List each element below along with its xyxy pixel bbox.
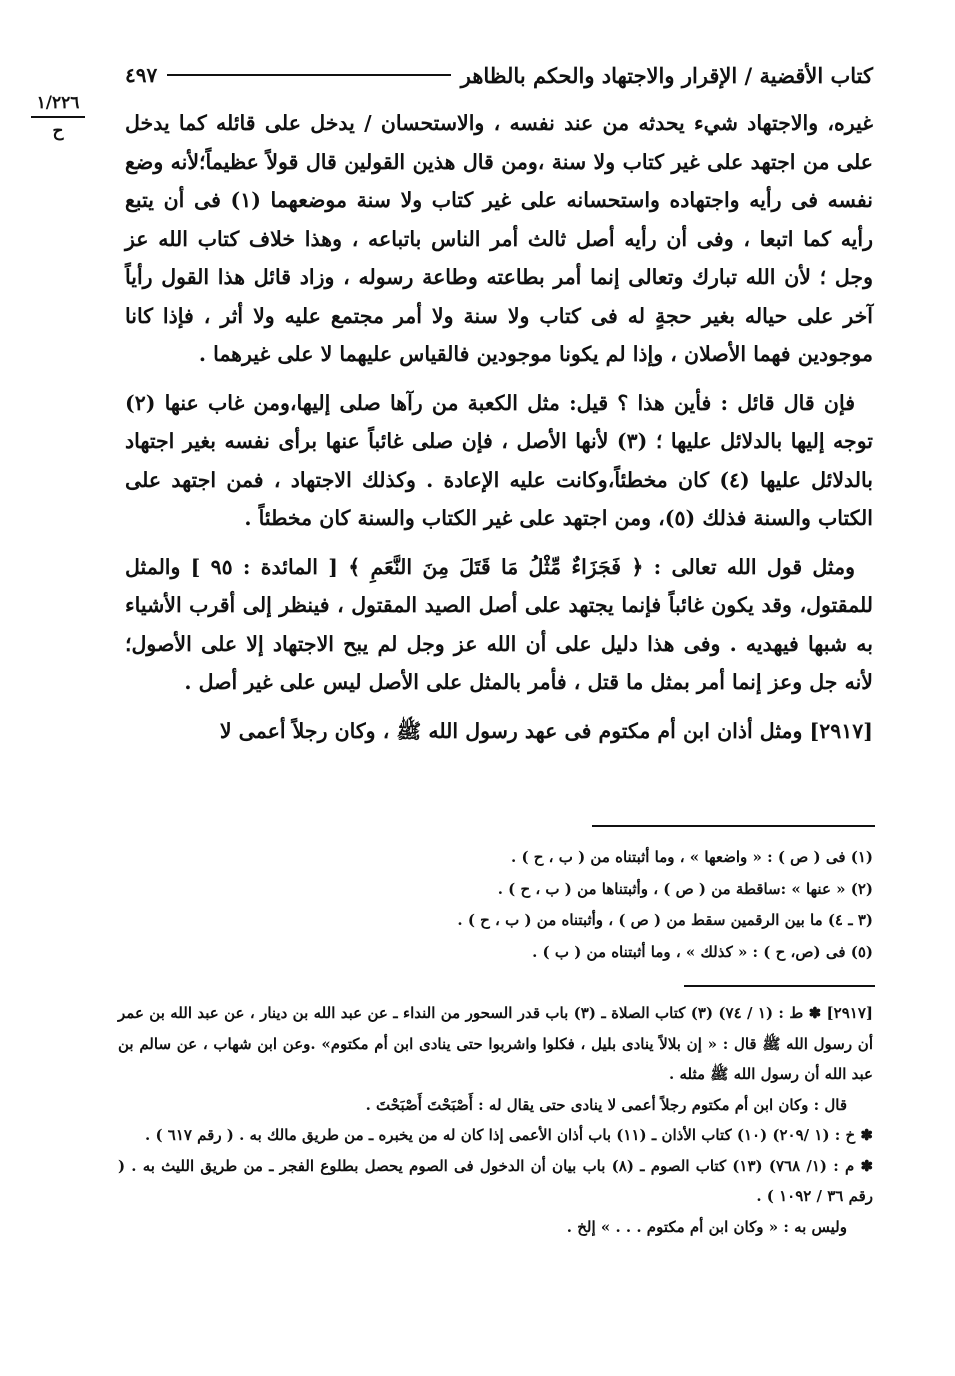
header-title: كتاب الأقضية / الإقرار والاجتهاد والحكم بالظاهر [460, 62, 873, 88]
footnote-4: (٥) فى (ص، ح ) : « كذلك » ، وما أثبتناه من ( ب ) . [532, 942, 873, 961]
paragraph-4-text: ومثل أذان ابن أم مكتوم فى عهد رسول الله ﷺ ، وكان رجلاً أعمى لا [219, 718, 803, 743]
margin-manuscript: ح [52, 121, 64, 141]
takhrij-1: [٢٩١٧] ✽ ط : (١ / ٧٤) (٣) كتاب الصلاة ـ (٣) باب قدر السحور من النداء ـ عن عبد الله بن دينار ، عن عبد الله بن عمر أن رسول الله ﷺ قال : « إن بلالاً ينادى بليل ، فكلوا واشربوا حتى ينادى ابن أم مكتوم» .وعن ابن شهاب ، عن سالم بن عبد الله أن رسول الله ﷺ مثله . [118, 1004, 873, 1083]
header-rule [167, 74, 451, 76]
paragraph-3: ومثل قول الله تعالى : ﴿ فَجَزَاءٌ مِّثْلُ مَا قَتَلَ مِنَ النَّعَمِ ﴾ [ المائدة : ٩٥ ] والمثل للمقتول، وقد يكون غائباً فإنما يجتهد على أصل الصيد المقتول ، فينظر إلى أقرب الأشياء به شبها فيهديه . وفى هذا دليل على أن الله عز وجل لم يبح الاجتهاد إلا على الأصول؛ لأنه جل وعز إنما أمر بمثل ما قتل ، فأمر بالمثل على الأصل ليس على غير أصل . [125, 554, 873, 694]
takhrij-3: ✽ خ : (١ /٢٠٩) (١٠) كتاب الأذان ـ (١١) باب أذان الأعمى إذا كان له من يخبره ـ من طريق مالك به . ( رقم ٦١٧ ) . [145, 1126, 873, 1144]
running-header [125, 60, 873, 90]
takhrij-notes [118, 998, 873, 1242]
paragraph-2: فإن قال قائل : فأين هذا ؟ قيل: مثل الكعبة من رآها صلى إليها،ومن غاب عنها (٢) توجه إليها بالدلائل عليها ؛ (٣) لأنها الأصل ، فإن صلى غائباً عنها برأى نفسه بغير اجتهاد بالدلائل عليها (٤) كان مخطئاً،وكانت عليه الإعادة . وكذلك الاجتهاد ، فمن اجتهد على الكتاب والسنة فذلك (٥)، ومن اجتهد على غير الكتاب والسنة كان مخطئاً . [125, 390, 874, 530]
takhrij-5: وليس به : « وكان ابن أم مكتوم . . . » إلخ . [566, 1217, 847, 1236]
footnotes [125, 842, 873, 968]
footnote-1: (١) فى ( ص ) : « واضعها » ، وما أثبتناه من ( ب ، ح ) . [511, 848, 873, 866]
footnote-3: (٣ ـ ٤) ما بين الرقمين سقط من ( ص ) ، وأثبتناه من ( ب ، ح ) . [457, 911, 873, 929]
paragraph-1: غيره، والاجتهاد شيء يحدثه من عند نفسه ، والاستحسان / يدخل على قائله كما يدخل على من اجتهد على غير كتاب ولا سنة ،ومن قال هذين القولين قال قولاً عظيماً؛لأنه وضع نفسه فى رأيه واجتهاده واستحسانه على غير كتاب ولا سنة موضعهما (١) فى أن يتبع رأيه كما اتبعا ، وفى أن رأيه أصل ثالث أمر الناس باتباعه ، وهذا خلاف كتاب الله عز وجل ؛ لأن الله تبارك وتعالى إنما أمر بطاعته وطاعة رسوله ، وزاد قائل هذا القول رأياً آخر على حياله بغير حجةٍ له فى كتاب ولا سنة ولا أمر مجتمع عليه ولا أثر ، فإذا كانا موجودين فهما الأصلان ، وإذا لم يكونا موجودين فالقياس عليهما لا على غيرهما . [125, 111, 873, 366]
margin-folio: ١/٢٢٦ [31, 90, 86, 118]
margin-reference [18, 90, 98, 144]
hadith-number: [٢٩١٧] [809, 718, 873, 743]
footnote-divider [592, 825, 875, 827]
takhrij-divider [684, 985, 875, 987]
main-text [125, 104, 873, 760]
takhrij-4: ✽ م : (١/ ٧٦٨) (١٣) كتاب الصوم ـ (٨) باب بيان أن الدخول فى الصوم يحصل بطلوع الفجر ـ من طريق الليث به . ( رقم ٣٦ / ١٠٩٢ ) . [118, 1156, 874, 1205]
takhrij-2: قال : وكان ابن أم مكتوم رجلاً أعمى لا ينادى حتى يقال له : أَصْبَحْتَ أَصْبَحْتَ . [365, 1095, 847, 1114]
page-number: ٤٩٧ [125, 63, 158, 87]
paragraph-4 [125, 712, 873, 751]
footnote-2: (٢) « عنها » :ساقطة من ( ص ) ، وأثبتناها من ( ب ، ح ) . [497, 879, 873, 898]
